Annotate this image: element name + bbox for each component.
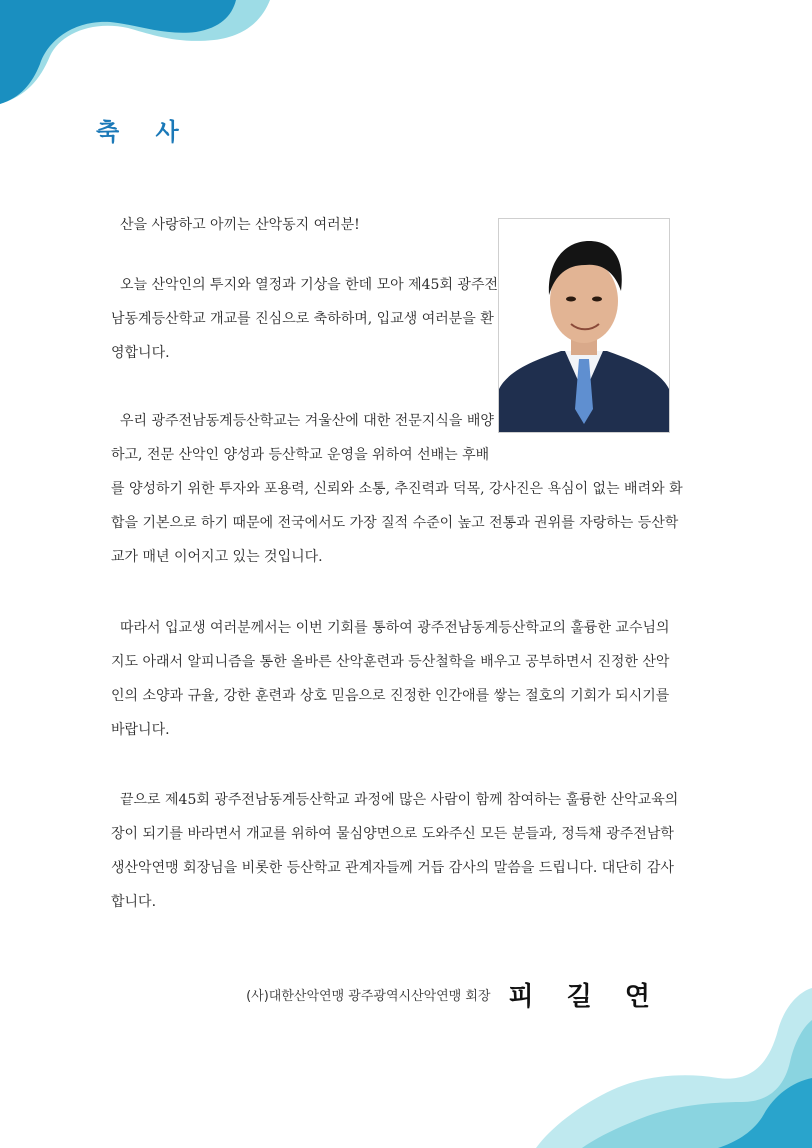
paragraph-line: 생산악연맹 회장님을 비롯한 등산학교 관계자들께 거듭 감사의 말씀을 드립니다. 대단히 감사 bbox=[111, 860, 674, 876]
paragraph-line: 지도 아래서 알피니즘을 통한 올바른 산악훈련과 등산철학을 배우고 공부하면서 진정한 산악 bbox=[111, 654, 670, 670]
signature-organization: (사)대한산악연맹 광주광역시산악연맹 회장 bbox=[246, 988, 491, 1004]
paragraph-line: 교가 매년 이어지고 있는 것입니다. bbox=[111, 549, 323, 565]
paragraph-2 bbox=[111, 268, 498, 370]
paragraph-line: 따라서 입교생 여러분께서는 이번 기회를 통하여 광주전남동계등산학교의 훌륭한 교수님의 bbox=[120, 620, 670, 636]
portrait-photo bbox=[498, 218, 670, 433]
paragraph-line: 합을 기본으로 하기 때문에 전국에서도 가장 질적 수준이 높고 전통과 권위를 자랑하는 등산학 bbox=[111, 515, 679, 531]
paragraph-line: 산을 사랑하고 아끼는 산악동지 여러분! bbox=[120, 217, 360, 233]
paragraph-5 bbox=[111, 783, 678, 919]
page-title: 축 사 bbox=[96, 118, 193, 146]
paragraph-line: 인의 소양과 규율, 강한 훈련과 상호 믿음으로 진정한 인간애를 쌓는 절호의 기회가 되시기를 bbox=[111, 688, 670, 704]
paragraph-line: 영합니다. bbox=[111, 345, 170, 361]
paragraph-line: 하고, 전문 산악인 양성과 등산학교 운영을 위하여 선배는 후배 bbox=[111, 447, 490, 463]
paragraph-line: 를 양성하기 위한 투자와 포용력, 신뢰와 소통, 추진력과 덕목, 강사진은 욕심이 없는 배려와 화 bbox=[111, 481, 683, 497]
paragraph-line: 합니다. bbox=[111, 894, 157, 910]
paragraph-line: 장이 되기를 바라면서 개교를 위하여 물심양면으로 도와주신 모든 분들과, 정득채 광주전남학 bbox=[111, 826, 674, 842]
corner-wave-top-left bbox=[0, 0, 270, 110]
paragraph-4 bbox=[111, 611, 670, 747]
signature-block bbox=[246, 972, 662, 1016]
paragraph-line: 남동계등산학교 개교를 진심으로 축하하며, 입교생 여러분을 환 bbox=[111, 311, 494, 327]
paragraph-line: 끝으로 제45회 광주전남동계등산학교 과정에 많은 사람이 함께 참여하는 훌륭한 산악교육의 bbox=[120, 792, 679, 808]
signature-name: 피 길 연 bbox=[508, 981, 662, 1012]
paragraph-line: 바랍니다. bbox=[111, 722, 170, 738]
greeting bbox=[120, 208, 360, 242]
paragraph-3 bbox=[111, 404, 683, 574]
paragraph-line: 우리 광주전남동계등산학교는 겨울산에 대한 전문지식을 배양 bbox=[120, 413, 494, 429]
paragraph-line: 오늘 산악인의 투지와 열정과 기상을 한데 모아 제45회 광주전 bbox=[120, 277, 498, 293]
